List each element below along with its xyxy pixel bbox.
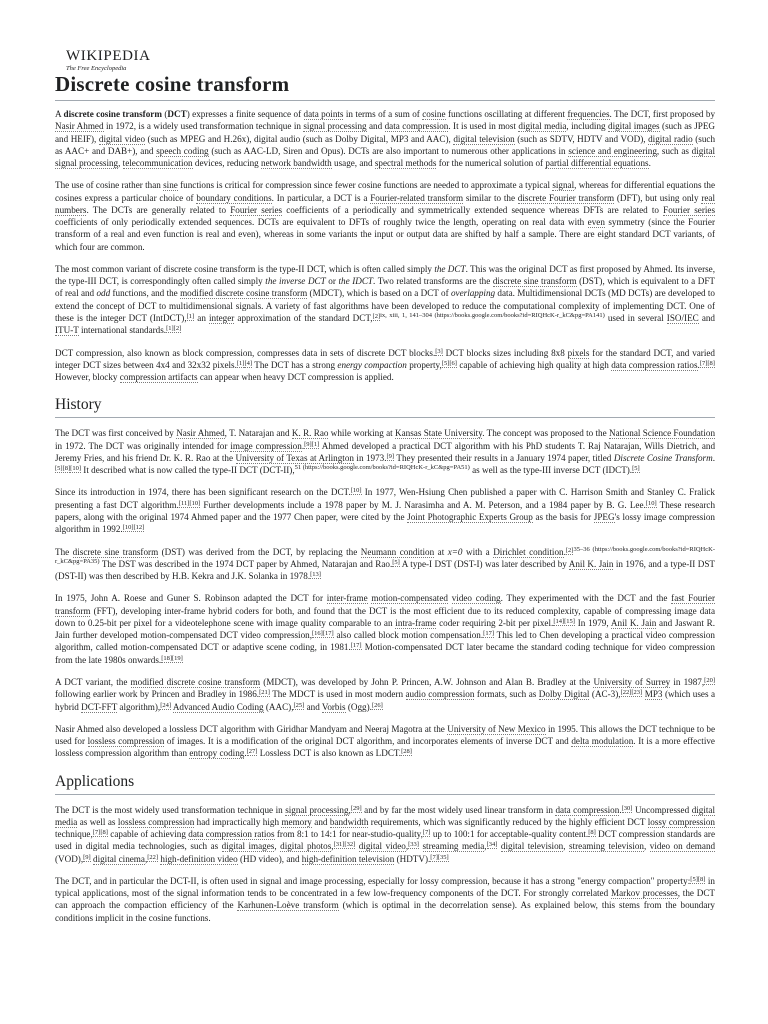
history-paragraph-6	[55, 723, 715, 760]
text: or	[325, 276, 339, 287]
link-delta-modulation[interactable]: delta modulation	[571, 736, 634, 747]
text: (HD video), and	[237, 853, 302, 864]
citation[interactable]: [22]	[147, 853, 159, 861]
text: coefficients of only periodically extended sequences. DCTs are equivalent to DFTs of roughly twice the length, operating on real data with	[55, 217, 588, 228]
text: The DST was described in the 1974 DCT paper by Ahmed, Natarajan and Rao.	[99, 558, 393, 569]
citation[interactable]: [5][8]	[690, 875, 706, 883]
text: from 8:1 to 14:1 for near-studio-quality,	[274, 829, 423, 840]
text: ,	[144, 853, 148, 864]
text: usage, and	[331, 158, 375, 169]
italic-text: odd	[96, 288, 111, 299]
citation[interactable]: [9][1]	[304, 440, 320, 448]
link-university-of-surrey[interactable]: University of Surrey	[593, 677, 671, 688]
link-markov-processes[interactable]: Markov processes	[611, 888, 678, 899]
citation[interactable]: [5]	[632, 465, 640, 473]
text: ,	[563, 841, 570, 852]
text: It described what is now called the type-II DCT (DCT-II),	[81, 465, 295, 476]
citation[interactable]: [29]	[350, 804, 362, 812]
text: capable of achieving high quality at high	[456, 359, 612, 370]
text: ,	[331, 841, 334, 852]
link-boundary-conditions[interactable]: boundary conditions	[196, 192, 272, 203]
text: . It is a more effective lossless compression algorithm than	[55, 736, 715, 759]
link-signal-processing[interactable]: signal processing	[285, 804, 349, 815]
link-jpeg-group[interactable]: Joint Photographic Experts Group	[407, 512, 533, 522]
citation[interactable]: [7][35]	[430, 853, 449, 861]
citation[interactable]: [26]	[371, 701, 383, 709]
citation[interactable]: [30]	[621, 804, 633, 812]
link-dft[interactable]: discrete Fourier transform	[517, 192, 615, 203]
text	[419, 841, 423, 851]
text: at	[434, 546, 448, 557]
text: . Two related transforms are the	[373, 276, 493, 287]
text: approximation of the standard DCT,	[234, 313, 373, 324]
text: can appear when heavy DCT compression is applied.	[197, 372, 394, 383]
link-dst[interactable]: discrete sine transform	[492, 276, 577, 287]
text: The	[55, 546, 73, 557]
text: ,	[643, 841, 650, 852]
link-mdct[interactable]: modified discrete cosine transform	[130, 677, 261, 688]
link-digital-images[interactable]: digital images	[608, 121, 660, 132]
text: following earlier work by Princen and Bradley in 1986.	[55, 689, 260, 700]
citation[interactable]: [9]	[386, 452, 395, 460]
text: . The DCTs are generally related to	[86, 204, 231, 215]
text: (FFT), developing inter-frame hybrid coders for both, and found that the DCT is the most efficient due to its reduced complexity, capable of compressing image data down to 0.25-bit per pixel for a videotelephone scene with image quality comparable to an	[55, 605, 715, 628]
citation[interactable]: [1][2]	[166, 325, 182, 333]
link-streaming-media[interactable]: streaming media	[422, 841, 485, 852]
text: These research papers, along with the original 1974 Ahmed paper and the 1977 Chen paper, were cited by the	[55, 499, 716, 522]
link-vorbis[interactable]: Vorbis	[321, 701, 346, 712]
text: . The DCT, first proposed by	[609, 109, 716, 119]
text: , such as	[656, 145, 692, 156]
link-digital-television[interactable]: digital television	[500, 841, 564, 852]
link-digital-radio[interactable]: digital radio	[648, 133, 693, 144]
history-paragraph-5	[55, 676, 715, 713]
link-lossless-compression[interactable]: lossless compression	[117, 816, 195, 827]
link-hdtv[interactable]: high-definition television	[301, 853, 395, 864]
text: .	[244, 748, 247, 759]
citation[interactable]: [5]	[392, 558, 400, 566]
link-memory[interactable]: memory	[281, 816, 312, 827]
italic-text: the inverse DCT	[265, 276, 326, 287]
link-fourier-series[interactable]: Fourier series	[230, 204, 283, 215]
text: The use of cosine rather than	[55, 180, 164, 191]
citation[interactable]: [4]	[244, 359, 253, 367]
page-ref[interactable]: 35–36 (https://books.google.com/books?id=RIQHcK-r_kC&pg=PA35)	[55, 545, 715, 565]
link-science-engineering[interactable]: science and engineering	[568, 145, 657, 156]
citation[interactable]: [2]	[565, 546, 574, 554]
link-inter-frame[interactable]: inter-frame	[326, 593, 368, 604]
intro-paragraph-4	[55, 347, 715, 384]
link-digital-images[interactable]: digital images	[221, 841, 275, 852]
link-compression-ratios[interactable]: data compression ratios	[188, 829, 275, 840]
text: international standards.	[78, 325, 167, 336]
link-streaming-television[interactable]: streaming television	[569, 841, 644, 852]
text: and	[366, 121, 385, 132]
link-aac[interactable]: Advanced Audio Coding	[172, 701, 264, 712]
text: The most common variant of discrete cosine transform is the type-II DCT, which is often called simply	[55, 263, 435, 274]
text: ,	[274, 841, 281, 852]
link-digital-media[interactable]: digital media	[55, 804, 716, 827]
text: (such as AAC-LD, Siren and Opus). DCTs are also important to numerous other applications in	[208, 145, 569, 156]
text: and by far the most widely used linear transform in	[361, 804, 556, 815]
text: up to 100:1 for acceptable-quality content.	[430, 829, 589, 840]
text: . It is used in most	[448, 121, 519, 132]
citation[interactable]: [25]	[293, 701, 305, 709]
text: The DCT was first conceived by	[55, 428, 177, 439]
text: (AC-3),	[589, 689, 621, 700]
history-paragraph-2	[55, 486, 715, 535]
link-sine[interactable]: sine	[163, 180, 178, 191]
intro-paragraph-1	[55, 108, 715, 169]
section-heading-history: History	[55, 396, 715, 418]
link-intra-frame[interactable]: intra-frame	[395, 617, 437, 628]
link-audio-compression[interactable]: audio compression	[405, 689, 475, 700]
link-frequencies[interactable]: frequencies	[567, 109, 610, 119]
citation[interactable]: [18][19]	[161, 654, 183, 662]
text: in 1976, and a type-II DST (DST-II) was then described by H.B. Kekra and J.K. Solanka in 1978.	[55, 558, 715, 582]
link-mdct[interactable]: modified discrete cosine transform	[180, 288, 308, 299]
citation[interactable]: [11][10]	[178, 499, 201, 507]
citation[interactable]: [24]	[160, 701, 172, 709]
text: . This was the original DCT as first proposed by Ahmed. Its inverse, the type-III DCT, is correspondingly often called simply	[55, 263, 715, 287]
link-digital-photos[interactable]: digital photos	[280, 841, 332, 852]
text: functions oscillating at different	[445, 109, 568, 119]
citation[interactable]: [10]	[70, 465, 82, 473]
citation[interactable]: [17]	[483, 630, 494, 638]
text: in 1995. This allows the DCT technique to be used for	[55, 723, 715, 747]
text: (MDCT), which is based on a DCT of	[307, 288, 451, 299]
text: ,	[484, 841, 487, 852]
text: In 1979,	[574, 617, 611, 628]
text: However, blocky	[55, 372, 120, 383]
text: Since its introduction in 1974, there has been significant research on the DCT.	[55, 487, 351, 498]
text: had impractically high	[194, 816, 282, 827]
text: and	[311, 816, 330, 827]
text: , the DCT can approach the compaction efficiency of the	[55, 888, 716, 911]
link-iso-iec[interactable]: ISO/IEC	[666, 313, 699, 324]
link-dirichlet-condition[interactable]: Dirichlet condition	[493, 546, 564, 557]
citation[interactable]: [5][6]	[441, 359, 457, 367]
text: The DCT, and in particular the DCT-II, is often used in signal and image processing, especially for lossy compression, because it has a strong "energy compaction" property:	[55, 875, 691, 886]
link-digital-video[interactable]: digital video	[358, 841, 406, 852]
text: as well as the type-III inverse DCT (IDCT).	[469, 465, 633, 476]
text: (which uses a hybrid	[55, 689, 716, 712]
text: in 1972, is a widely used transformation technique in	[103, 121, 304, 132]
link-ut-arlington[interactable]: University of Texas at Arlington	[235, 452, 354, 463]
citation[interactable]: [16][17]	[312, 630, 334, 638]
page-ref[interactable]: ix, xiii, 1, 141–304 (https://books.google.com/books?id=RIQHcK-r_kC&pg=PA141)	[380, 311, 605, 319]
text: A	[55, 109, 64, 119]
citation[interactable]: [8]	[588, 829, 596, 837]
text: (such as AAC+ and DAB+), and	[55, 133, 716, 156]
citation[interactable]: [7][8]	[699, 359, 715, 367]
link-video-on-demand[interactable]: video on demand	[649, 841, 716, 852]
text: for the numerical solution of	[436, 158, 546, 169]
text: technique,	[55, 829, 93, 840]
link-hd-video[interactable]: high-definition video	[160, 853, 238, 864]
text: Motion-compensated DCT later became the standard coding technique for video compression from the late 1980s onwards.	[55, 642, 715, 665]
article-body	[55, 108, 715, 934]
link-mp3[interactable]: MP3	[644, 689, 663, 700]
link-kansas-state[interactable]: Kansas State University	[395, 428, 483, 439]
term-dct-abbr: DCT	[167, 109, 187, 119]
text: Lossless DCT is also known as LDCT.	[257, 748, 402, 759]
citation[interactable]: [2]	[372, 313, 381, 321]
link-signal[interactable]: signal	[552, 180, 575, 191]
text: , T. Natarajan and	[224, 428, 292, 439]
citation[interactable]: [3]	[435, 347, 443, 355]
text: , whereas for differential equations the cosines express a particular choice of	[55, 180, 715, 203]
text: coder requiring 2-bit per pixel.	[436, 617, 554, 628]
link-even[interactable]: even	[587, 217, 605, 228]
citation[interactable]: [28]	[401, 748, 412, 756]
link-bandwidth[interactable]: bandwidth	[329, 816, 369, 827]
text: and	[304, 701, 322, 712]
wikipedia-tagline: The Free Encyclopedia	[66, 65, 127, 72]
text: property,	[406, 359, 442, 370]
link-network-bandwidth[interactable]: network bandwidth	[261, 158, 332, 169]
link-itu-t[interactable]: ITU-T	[55, 325, 79, 336]
applications-paragraph-1	[55, 804, 715, 865]
link-signal-processing[interactable]: signal processing	[303, 121, 367, 132]
link-digital-television[interactable]: digital television	[453, 133, 515, 144]
text: (VOD),	[55, 853, 84, 864]
text: (such as SDTV, HDTV and VOD),	[514, 133, 649, 144]
text: as well as	[77, 816, 118, 827]
text: in terms of a sum of	[343, 109, 423, 119]
text: and Jaswant R. Jain further developed motion-compensated DCT video compression,	[55, 617, 716, 641]
text: similar to the	[463, 192, 518, 203]
text: with a	[462, 546, 494, 557]
link-compression-ratios[interactable]: data compression ratios	[611, 359, 698, 370]
term-dct: discrete cosine transform	[63, 109, 162, 119]
text: as the basis for	[532, 512, 594, 522]
link-integer[interactable]: integer	[209, 313, 235, 324]
link-cosine[interactable]: cosine	[422, 109, 446, 119]
text: The MDCT is used in most modern	[269, 689, 406, 700]
citation[interactable]: [1]	[186, 313, 195, 321]
link-nasir-ahmed[interactable]: Nasir Ahmed	[55, 121, 104, 132]
title-divider	[55, 100, 715, 101]
link-karhunen-loeve[interactable]: Karhunen-Loève transform	[237, 900, 339, 911]
citation[interactable]: [34]	[486, 841, 498, 849]
link-entropy-coding[interactable]: entropy coding	[189, 748, 245, 759]
text: data. Multidimensional DCTs (MD DCTs) are developed to extend the concept of DCT to multidimensional signals. A variety of fast algorithms have been developed to reduce the computational complexity of implementing DCT. One of these is the integer DCT (IntDCT),	[55, 288, 715, 324]
applications-paragraph-2	[55, 875, 715, 924]
wikipedia-wordmark[interactable]: WIKIPEDIA	[66, 48, 151, 64]
link-digital-cinema[interactable]: digital cinema	[93, 853, 145, 864]
text: .	[563, 546, 566, 557]
text: (AAC),	[263, 701, 294, 712]
citation[interactable]: [1]	[236, 359, 245, 367]
text: functions, and the	[110, 288, 181, 299]
text: also called block motion compensation.	[333, 630, 484, 641]
citation[interactable]: [31][32]	[333, 841, 356, 849]
link-fourier-related-transform[interactable]: Fourier-related transform	[370, 192, 464, 203]
intro-paragraph-3	[55, 263, 715, 337]
link-jpeg[interactable]: JPEG	[593, 512, 615, 522]
text: in 1972. The DCT was originally intended for	[55, 440, 231, 451]
text: symmetry (since the Fourier transform of a real and even function is real and even), whereas in some variants the input or output data are shifted by half a sample. There are eight standard DCT variants, of which four are common.	[55, 217, 715, 252]
text: ,	[348, 804, 351, 815]
text: A type-I DST (DST-I) was later described by	[399, 558, 569, 569]
italic-text: the DCT	[434, 263, 466, 274]
link-anil-k-jain[interactable]: Anil K. Jain	[610, 617, 657, 628]
link-kr-rao[interactable]: K. R. Rao	[291, 428, 329, 439]
text: (Ogg).	[345, 701, 372, 712]
text: , including	[566, 121, 609, 132]
text: (DST) was derived from the DCT, by replacing the	[158, 546, 361, 557]
text: .	[712, 452, 715, 463]
text: They presented their results in a January 1974 paper, titled	[394, 452, 614, 463]
link-speech-coding[interactable]: speech coding	[156, 145, 209, 156]
text: (DFT), but using only	[614, 192, 702, 203]
text: A DCT variant, the	[55, 677, 131, 688]
text: .	[648, 158, 651, 169]
text: . They experimented with the DCT and the	[500, 593, 672, 604]
text: DCT compression, also known as block compression, compresses data in sets of discrete DCT blocks.	[55, 347, 436, 358]
citation[interactable]: [5][8]	[55, 465, 71, 473]
text: requirements, which was significantly reduced by the highly efficient DCT	[368, 816, 648, 827]
text: and	[698, 313, 715, 324]
link-fft[interactable]: fast Fourier transform	[55, 593, 715, 616]
link-motion-compensated[interactable]: motion-compensated	[371, 593, 448, 604]
text: functions is critical for compression since fewer cosine functions are needed to approximate a typical	[177, 180, 553, 191]
text: used in several	[604, 313, 667, 324]
text: in 1973.	[353, 452, 387, 463]
citation[interactable]: [10][12]	[122, 524, 145, 532]
citation[interactable]: [9]	[83, 853, 91, 861]
text: while working at	[328, 428, 396, 439]
text: ,	[118, 158, 123, 169]
link-data-points[interactable]: data points	[303, 109, 344, 119]
text: capable of achieving	[107, 829, 189, 840]
text: (such as JPEG and HEIF),	[55, 121, 716, 144]
text: In 1975, John A. Roese and Guner S. Robinson adapted the DCT for	[55, 593, 327, 604]
link-lossy-compression[interactable]: lossy compression	[647, 816, 715, 827]
link-telecommunication[interactable]: telecommunication	[122, 158, 193, 169]
text: in 1987,	[670, 677, 705, 688]
citation[interactable]: [22][23]	[620, 689, 643, 697]
text: The DCT is the most widely used transformation technique in	[55, 804, 286, 815]
citation[interactable]: [17]	[350, 642, 362, 650]
link-data-compression[interactable]: data compression	[384, 121, 449, 132]
text: .	[697, 359, 700, 370]
link-spectral-methods[interactable]: spectral methods	[374, 158, 437, 169]
link-neumann-condition[interactable]: Neumann condition	[360, 546, 435, 557]
italic-text: the IDCT	[338, 276, 373, 287]
italic-text: overlapping	[450, 288, 496, 299]
text: (	[161, 109, 168, 119]
link-real-numbers[interactable]: real numbers	[55, 192, 715, 215]
link-fourier-series-2[interactable]: Fourier series	[663, 204, 715, 215]
link-pixels[interactable]: pixels	[567, 347, 590, 358]
citation[interactable]: [21]	[259, 689, 270, 697]
citation[interactable]: [27]	[246, 748, 258, 756]
text: In 1977, Wen-Hsiung Chen published a paper with C. Harrison Smith and Stanley C. Fralick presenting a fast DCT algorithm.	[55, 487, 715, 510]
link-image-compression[interactable]: image compression	[230, 440, 302, 451]
text: algorithm),	[117, 701, 161, 712]
link-dsp[interactable]: digital signal processing	[55, 145, 715, 169]
text: Nasir Ahmed also developed a lossless DCT algorithm with Giridhar Mandyam and Neeraj Magotra at the	[55, 723, 448, 734]
link-digital-video[interactable]: digital video	[98, 133, 146, 144]
citation[interactable]: [7][8]	[92, 829, 108, 837]
citation[interactable]: [14][15]	[553, 617, 575, 625]
link-dst[interactable]: discrete sine transform	[72, 546, 159, 557]
text: for the standard DCT, and varied integer DCT sizes between 4x4 and 32x32 pixels.	[55, 347, 715, 370]
text: an	[194, 313, 209, 324]
link-nasir-ahmed[interactable]: Nasir Ahmed	[176, 428, 225, 439]
history-paragraph-3	[55, 546, 715, 583]
citation[interactable]: [7]	[422, 829, 431, 837]
italic-text: energy compaction	[337, 359, 407, 370]
text: DCT compression standards are used in digital media technologies, such as	[55, 829, 715, 852]
link-data-compression[interactable]: data compression	[555, 804, 620, 815]
citation[interactable]: [20]	[704, 677, 715, 685]
text: (which is optimal in the decorrelation sense). As explained below, this stems from the boundary conditions implicit in the cosine functions.	[55, 900, 715, 923]
intro-paragraph-2	[55, 179, 715, 253]
page-ref[interactable]: 51 (https://books.google.com/books?id=RIQHcK-r_kC&pg=PA51)	[294, 464, 470, 472]
link-lossless-compression[interactable]: lossless compression	[87, 736, 165, 747]
italic-text: Discrete Cosine Transform	[613, 452, 713, 463]
text: The DCT has a strong	[252, 359, 338, 370]
citation[interactable]: [33]	[408, 841, 419, 849]
text: ) expresses a finite sequence of	[186, 109, 304, 119]
history-paragraph-1	[55, 427, 715, 476]
text: . The concept was proposed to the	[482, 428, 609, 439]
text: 's lossy image compression algorithm in 1992.	[55, 512, 715, 535]
text: . In particular, a DCT is a	[271, 192, 371, 203]
text: (HDTV).	[394, 853, 431, 864]
citation[interactable]: [10]	[645, 499, 657, 507]
text: This led to Chen developing a practical video compression algorithm, called motion-compensated DCT or adaptive scene coding, in 1981.	[55, 630, 715, 653]
link-digital-media[interactable]: digital media	[518, 121, 567, 132]
section-heading-applications: Applications	[55, 773, 715, 795]
text: in typical applications, most of the signal information tends to be concentrated in a few low-frequency components of the DCT. For strongly correlated	[55, 875, 715, 899]
text: Uncompressed	[632, 804, 692, 815]
link-anil-k-jain[interactable]: Anil K. Jain	[568, 558, 614, 569]
link-unm[interactable]: University of New Mexico	[447, 723, 546, 734]
text: formats, such as	[474, 689, 539, 700]
link-dolby-digital[interactable]: Dolby Digital	[538, 689, 590, 700]
text: coefficients of a periodically and symmetrically extended sequence whereas DFTs are related to	[282, 204, 664, 215]
link-video-coding[interactable]: video coding	[451, 593, 501, 604]
citation[interactable]: [10]	[350, 487, 362, 495]
text: of images. It is a modification of the original DCT algorithm, and incorporates elements of inverse DCT and	[164, 736, 572, 747]
text: devices, reducing	[192, 158, 262, 169]
text: DCT blocks sizes including 8x8	[442, 347, 568, 358]
citation[interactable]: [13]	[310, 571, 321, 579]
page-title: Discrete cosine transform	[55, 72, 290, 96]
link-nsf[interactable]: National Science Foundation	[609, 428, 716, 439]
text: (DST), which is equivalent to a DFT of real and	[55, 276, 715, 299]
link-pde[interactable]: partial differential equations	[545, 158, 649, 169]
link-compression-artifacts[interactable]: compression artifacts	[119, 372, 198, 383]
history-paragraph-4	[55, 592, 715, 666]
text: .	[619, 804, 622, 815]
text: Further developments include a 1978 paper by M. J. Narasimha and A. M. Peterson, and a 1984 paper by B. G. Lee.	[200, 499, 646, 510]
text: (MDCT), was developed by John P. Princen, A.W. Johnson and Alan B. Bradley at the	[260, 677, 594, 688]
text: ,	[405, 841, 409, 852]
text: (such as MPEG and H.26x), digital audio (such as Dolby Digital, MP3 and AAC),	[145, 133, 454, 144]
link-dct-fft[interactable]: DCT-FFT	[81, 701, 118, 712]
text: Ahmed developed a practical DCT algorithm with his PhD students T. Raj Natarajan, Wills Dietrich, and Jeremy Fries, and his friend Dr. K. R. Rao at the	[55, 440, 716, 463]
italic-text: x=0	[447, 546, 463, 557]
text: .	[301, 440, 305, 451]
